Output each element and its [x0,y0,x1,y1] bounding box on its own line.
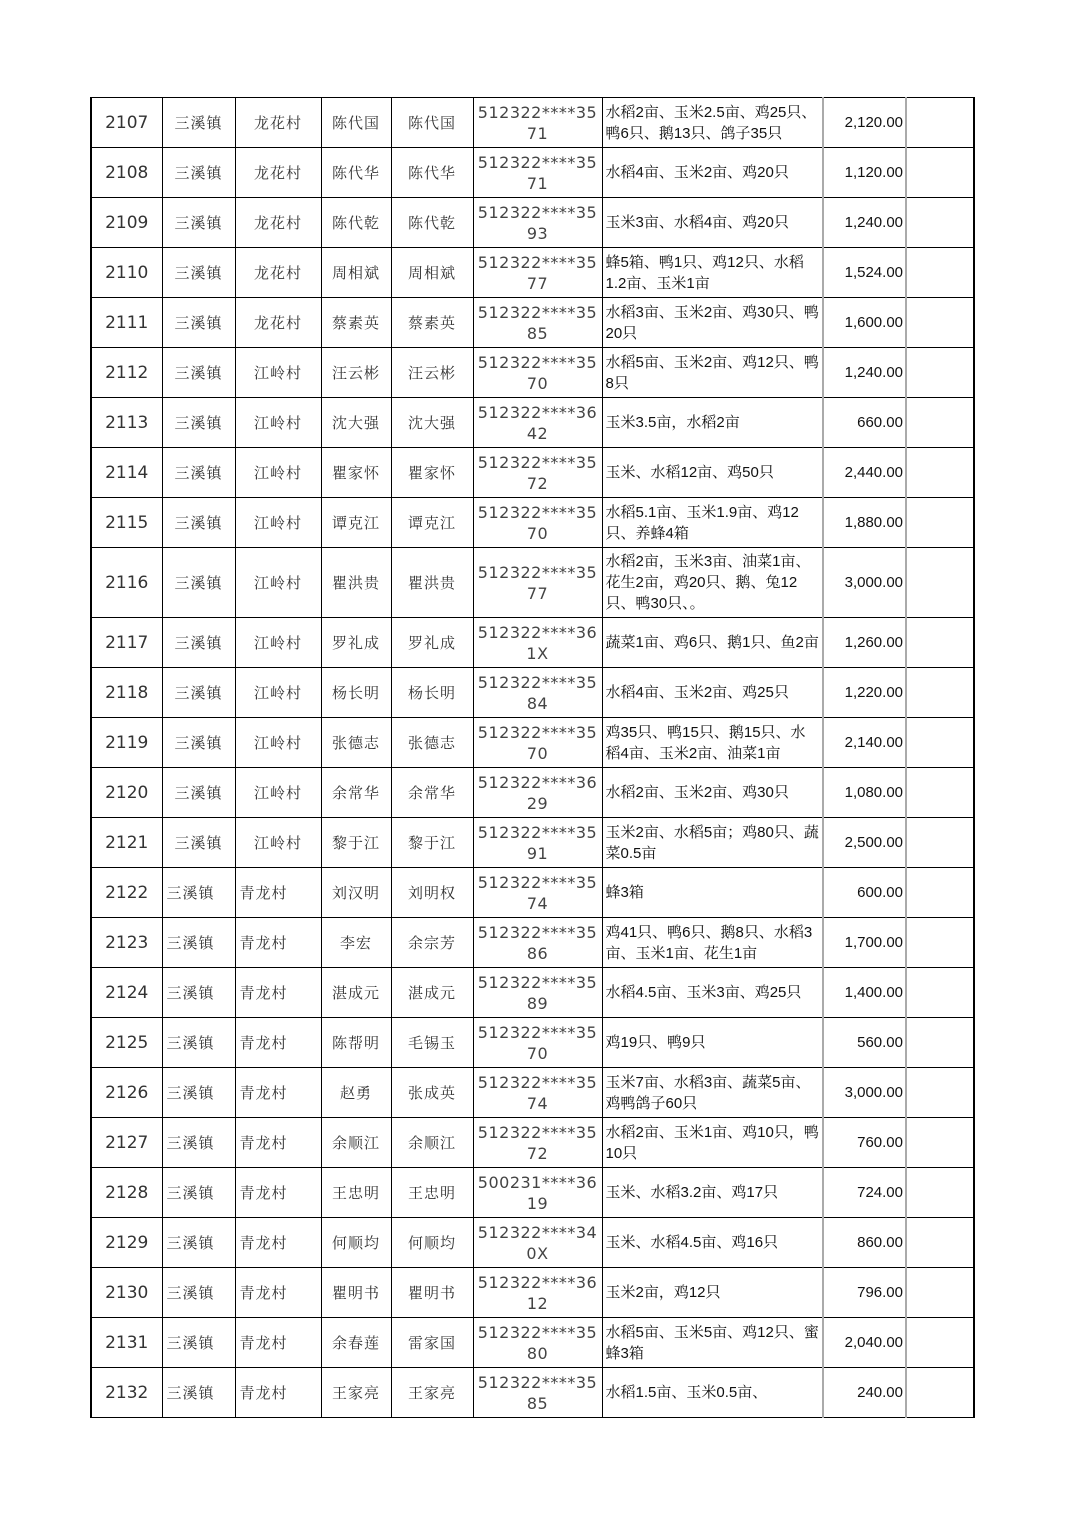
id-number-cell: 512322****3571 [473,148,602,198]
blank-cell [906,818,974,868]
row-number-cell: 2112 [91,348,162,398]
name-cell: 蔡素英 [321,298,391,348]
village-cell: 江岭村 [235,818,321,868]
amount-cell: 1,220.00 [823,668,906,718]
production-description-cell: 蜂5箱、鸭1只、鸡12只、水稻1.2亩、玉米1亩 [602,248,823,298]
id-number-cell: 512322****3586 [473,918,602,968]
id-number-cell: 512322****3585 [473,1368,602,1418]
amount-cell: 2,120.00 [823,98,906,148]
blank-cell [906,918,974,968]
town-cell: 三溪镇 [162,968,235,1018]
amount-cell: 1,120.00 [823,148,906,198]
town-cell: 三溪镇 [162,668,235,718]
table-row [91,1318,974,1368]
blank-cell [906,298,974,348]
table-row [91,1218,974,1268]
account-holder-cell: 周相斌 [391,248,473,298]
account-holder-cell: 汪云彬 [391,348,473,398]
table-row [91,148,974,198]
blank-cell [906,1368,974,1418]
id-number-cell: 512322****3593 [473,198,602,248]
production-description-cell: 水稻4亩、玉米2亩、鸡25只 [602,668,823,718]
row-number-cell: 2130 [91,1268,162,1318]
village-cell: 青龙村 [235,918,321,968]
village-cell: 龙花村 [235,248,321,298]
production-description-cell: 水稻5亩、玉米5亩、鸡12只、蜜蜂3箱 [602,1318,823,1368]
production-description-cell: 水稻4.5亩、玉米3亩、鸡25只 [602,968,823,1018]
account-holder-cell: 张成英 [391,1068,473,1118]
blank-cell [906,248,974,298]
id-number-cell: 512322****3574 [473,868,602,918]
row-number-cell: 2131 [91,1318,162,1368]
name-cell: 杨长明 [321,668,391,718]
blank-cell [906,1168,974,1218]
blank-cell [906,718,974,768]
row-number-cell: 2115 [91,498,162,548]
account-holder-cell: 刘明权 [391,868,473,918]
row-number-cell: 2120 [91,768,162,818]
amount-cell: 724.00 [823,1168,906,1218]
village-cell: 江岭村 [235,398,321,448]
name-cell: 陈帮明 [321,1018,391,1068]
name-cell: 沈大强 [321,398,391,448]
amount-cell: 2,040.00 [823,1318,906,1368]
amount-cell: 760.00 [823,1118,906,1168]
id-number-cell: 512322****3642 [473,398,602,448]
name-cell: 张德志 [321,718,391,768]
table-row [91,398,974,448]
production-description-cell: 水稻2亩、玉米2亩、鸡30只 [602,768,823,818]
subsidy-table [90,97,975,1418]
id-number-cell: 512322****3570 [473,1018,602,1068]
row-number-cell: 2125 [91,1018,162,1068]
row-number-cell: 2123 [91,918,162,968]
village-cell: 江岭村 [235,348,321,398]
production-description-cell: 蜂3箱 [602,868,823,918]
table-row [91,668,974,718]
production-description-cell: 玉米2亩、水稻5亩；鸡80只、蔬菜0.5亩 [602,818,823,868]
blank-cell [906,618,974,668]
account-holder-cell: 雷家国 [391,1318,473,1368]
village-cell: 江岭村 [235,618,321,668]
account-holder-cell: 毛锡玉 [391,1018,473,1068]
blank-cell [906,398,974,448]
amount-cell: 560.00 [823,1018,906,1068]
production-description-cell: 水稻2亩、玉米2.5亩、鸡25只、鸭6只、鹅13只、鸽子35只 [602,98,823,148]
row-number-cell: 2132 [91,1368,162,1418]
table-row [91,548,974,618]
blank-cell [906,1318,974,1368]
row-number-cell: 2109 [91,198,162,248]
row-number-cell: 2129 [91,1218,162,1268]
production-description-cell: 水稻3亩、玉米2亩、鸡30只、鸭20只 [602,298,823,348]
id-number-cell: 500231****3619 [473,1168,602,1218]
table-row [91,1118,974,1168]
village-cell: 江岭村 [235,448,321,498]
name-cell: 罗礼成 [321,618,391,668]
production-description-cell: 玉米3.5亩，水稻2亩 [602,398,823,448]
row-number-cell: 2127 [91,1118,162,1168]
town-cell: 三溪镇 [162,298,235,348]
row-number-cell: 2124 [91,968,162,1018]
row-number-cell: 2122 [91,868,162,918]
name-cell: 瞿家怀 [321,448,391,498]
account-holder-cell: 沈大强 [391,398,473,448]
name-cell: 余常华 [321,768,391,818]
table-row [91,448,974,498]
blank-cell [906,768,974,818]
production-description-cell: 鸡19只、鸭9只 [602,1018,823,1068]
name-cell: 谭克江 [321,498,391,548]
name-cell: 周相斌 [321,248,391,298]
id-number-cell: 512322****3574 [473,1068,602,1118]
account-holder-cell: 张德志 [391,718,473,768]
table-row [91,868,974,918]
account-holder-cell: 湛成元 [391,968,473,1018]
name-cell: 黎于江 [321,818,391,868]
town-cell: 三溪镇 [162,868,235,918]
account-holder-cell: 谭克江 [391,498,473,548]
id-number-cell: 512322****3584 [473,668,602,718]
table-row [91,98,974,148]
table-row [91,298,974,348]
amount-cell: 660.00 [823,398,906,448]
blank-cell [906,1018,974,1068]
town-cell: 三溪镇 [162,1318,235,1368]
name-cell: 瞿洪贵 [321,548,391,618]
production-description-cell: 玉米、水稻4.5亩、鸡16只 [602,1218,823,1268]
town-cell: 三溪镇 [162,398,235,448]
id-number-cell: 512322****3577 [473,548,602,618]
id-number-cell: 512322****3585 [473,298,602,348]
row-number-cell: 2114 [91,448,162,498]
village-cell: 龙花村 [235,98,321,148]
blank-cell [906,198,974,248]
subsidy-table-sheet [90,97,973,1418]
name-cell: 汪云彬 [321,348,391,398]
amount-cell: 2,440.00 [823,448,906,498]
row-number-cell: 2117 [91,618,162,668]
name-cell: 王忠明 [321,1168,391,1218]
row-number-cell: 2111 [91,298,162,348]
row-number-cell: 2107 [91,98,162,148]
account-holder-cell: 蔡素英 [391,298,473,348]
row-number-cell: 2113 [91,398,162,448]
town-cell: 三溪镇 [162,248,235,298]
production-description-cell: 鸡41只、鸭6只、鹅8只、水稻3亩、玉米1亩、花生1亩 [602,918,823,968]
row-number-cell: 2126 [91,1068,162,1118]
row-number-cell: 2121 [91,818,162,868]
account-holder-cell: 何顺均 [391,1218,473,1268]
id-number-cell: 512322****3580 [473,1318,602,1368]
blank-cell [906,348,974,398]
town-cell: 三溪镇 [162,1218,235,1268]
account-holder-cell: 余宗芳 [391,918,473,968]
amount-cell: 860.00 [823,1218,906,1268]
amount-cell: 2,500.00 [823,818,906,868]
table-row [91,968,974,1018]
amount-cell: 1,400.00 [823,968,906,1018]
amount-cell: 1,080.00 [823,768,906,818]
production-description-cell: 水稻5.1亩、玉米1.9亩、鸡12只、养蜂4箱 [602,498,823,548]
name-cell: 余春莲 [321,1318,391,1368]
production-description-cell: 水稻5亩、玉米2亩、鸡12只、鸭8只 [602,348,823,398]
table-row [91,1168,974,1218]
blank-cell [906,1068,974,1118]
blank-cell [906,148,974,198]
village-cell: 青龙村 [235,868,321,918]
town-cell: 三溪镇 [162,98,235,148]
account-holder-cell: 罗礼成 [391,618,473,668]
amount-cell: 2,140.00 [823,718,906,768]
row-number-cell: 2119 [91,718,162,768]
production-description-cell: 水稻1.5亩、玉米0.5亩、 [602,1368,823,1418]
village-cell: 江岭村 [235,498,321,548]
village-cell: 江岭村 [235,668,321,718]
town-cell: 三溪镇 [162,548,235,618]
blank-cell [906,548,974,618]
row-number-cell: 2110 [91,248,162,298]
village-cell: 青龙村 [235,968,321,1018]
town-cell: 三溪镇 [162,448,235,498]
town-cell: 三溪镇 [162,918,235,968]
production-description-cell: 玉米2亩，鸡12只 [602,1268,823,1318]
blank-cell [906,498,974,548]
account-holder-cell: 余常华 [391,768,473,818]
id-number-cell: 512322****361X [473,618,602,668]
amount-cell: 1,240.00 [823,198,906,248]
id-number-cell: 512322****3572 [473,448,602,498]
town-cell: 三溪镇 [162,498,235,548]
village-cell: 龙花村 [235,198,321,248]
production-description-cell: 水稻4亩、玉米2亩、鸡20只 [602,148,823,198]
town-cell: 三溪镇 [162,818,235,868]
amount-cell: 1,260.00 [823,618,906,668]
account-holder-cell: 陈代国 [391,98,473,148]
id-number-cell: 512322****3591 [473,818,602,868]
amount-cell: 1,880.00 [823,498,906,548]
town-cell: 三溪镇 [162,1268,235,1318]
town-cell: 三溪镇 [162,1068,235,1118]
town-cell: 三溪镇 [162,348,235,398]
amount-cell: 240.00 [823,1368,906,1418]
table-row [91,618,974,668]
production-description-cell: 鸡35只、鸭15只、鹅15只、水稻4亩、玉米2亩、油菜1亩 [602,718,823,768]
village-cell: 江岭村 [235,718,321,768]
amount-cell: 1,700.00 [823,918,906,968]
amount-cell: 3,000.00 [823,548,906,618]
production-description-cell: 玉米、水稻12亩、鸡50只 [602,448,823,498]
blank-cell [906,868,974,918]
table-row [91,818,974,868]
table-row [91,718,974,768]
amount-cell: 796.00 [823,1268,906,1318]
village-cell: 青龙村 [235,1068,321,1118]
name-cell: 王家亮 [321,1368,391,1418]
town-cell: 三溪镇 [162,768,235,818]
production-description-cell: 水稻2亩、玉米1亩、鸡10只，鸭10只 [602,1118,823,1168]
name-cell: 余顺江 [321,1118,391,1168]
id-number-cell: 512322****3571 [473,98,602,148]
account-holder-cell: 王忠明 [391,1168,473,1218]
table-row [91,1368,974,1418]
village-cell: 青龙村 [235,1018,321,1068]
table-row [91,1268,974,1318]
amount-cell: 600.00 [823,868,906,918]
name-cell: 赵勇 [321,1068,391,1118]
row-number-cell: 2108 [91,148,162,198]
account-holder-cell: 瞿明书 [391,1268,473,1318]
table-row [91,1018,974,1068]
blank-cell [906,98,974,148]
blank-cell [906,448,974,498]
row-number-cell: 2128 [91,1168,162,1218]
production-description-cell: 玉米、水稻3.2亩、鸡17只 [602,1168,823,1218]
id-number-cell: 512322****3570 [473,348,602,398]
name-cell: 刘汉明 [321,868,391,918]
production-description-cell: 玉米3亩、水稻4亩、鸡20只 [602,198,823,248]
blank-cell [906,668,974,718]
name-cell: 陈代乾 [321,198,391,248]
amount-cell: 1,600.00 [823,298,906,348]
account-holder-cell: 余顺江 [391,1118,473,1168]
blank-cell [906,968,974,1018]
table-body [91,98,974,1418]
row-number-cell: 2118 [91,668,162,718]
table-row [91,198,974,248]
row-number-cell: 2116 [91,548,162,618]
id-number-cell: 512322****3570 [473,718,602,768]
town-cell: 三溪镇 [162,618,235,668]
id-number-cell: 512322****3589 [473,968,602,1018]
id-number-cell: 512322****340X [473,1218,602,1268]
amount-cell: 1,524.00 [823,248,906,298]
village-cell: 青龙村 [235,1118,321,1168]
village-cell: 江岭村 [235,768,321,818]
town-cell: 三溪镇 [162,1118,235,1168]
id-number-cell: 512322****3570 [473,498,602,548]
name-cell: 李宏 [321,918,391,968]
blank-cell [906,1118,974,1168]
id-number-cell: 512322****3629 [473,768,602,818]
village-cell: 青龙村 [235,1168,321,1218]
name-cell: 陈代华 [321,148,391,198]
account-holder-cell: 陈代乾 [391,198,473,248]
table-row [91,248,974,298]
village-cell: 青龙村 [235,1218,321,1268]
table-row [91,498,974,548]
town-cell: 三溪镇 [162,718,235,768]
town-cell: 三溪镇 [162,1168,235,1218]
table-row [91,918,974,968]
table-row [91,1068,974,1118]
blank-cell [906,1218,974,1268]
table-row [91,348,974,398]
name-cell: 何顺均 [321,1218,391,1268]
village-cell: 青龙村 [235,1268,321,1318]
town-cell: 三溪镇 [162,1018,235,1068]
id-number-cell: 512322****3612 [473,1268,602,1318]
account-holder-cell: 黎于江 [391,818,473,868]
id-number-cell: 512322****3577 [473,248,602,298]
production-description-cell: 水稻2亩，玉米3亩、油菜1亩、花生2亩，鸡20只、鹅、兔12只、鸭30只、。 [602,548,823,618]
account-holder-cell: 瞿家怀 [391,448,473,498]
amount-cell: 3,000.00 [823,1068,906,1118]
account-holder-cell: 瞿洪贵 [391,548,473,618]
table-row [91,768,974,818]
blank-cell [906,1268,974,1318]
account-holder-cell: 王家亮 [391,1368,473,1418]
account-holder-cell: 杨长明 [391,668,473,718]
account-holder-cell: 陈代华 [391,148,473,198]
name-cell: 瞿明书 [321,1268,391,1318]
town-cell: 三溪镇 [162,1368,235,1418]
village-cell: 龙花村 [235,298,321,348]
name-cell: 湛成元 [321,968,391,1018]
village-cell: 江岭村 [235,548,321,618]
village-cell: 龙花村 [235,148,321,198]
town-cell: 三溪镇 [162,148,235,198]
production-description-cell: 玉米7亩、水稻3亩、蔬菜5亩、鸡鸭鸽子60只 [602,1068,823,1118]
amount-cell: 1,240.00 [823,348,906,398]
name-cell: 陈代国 [321,98,391,148]
production-description-cell: 蔬菜1亩、鸡6只、鹅1只、鱼2亩 [602,618,823,668]
village-cell: 青龙村 [235,1368,321,1418]
village-cell: 青龙村 [235,1318,321,1368]
town-cell: 三溪镇 [162,198,235,248]
id-number-cell: 512322****3572 [473,1118,602,1168]
